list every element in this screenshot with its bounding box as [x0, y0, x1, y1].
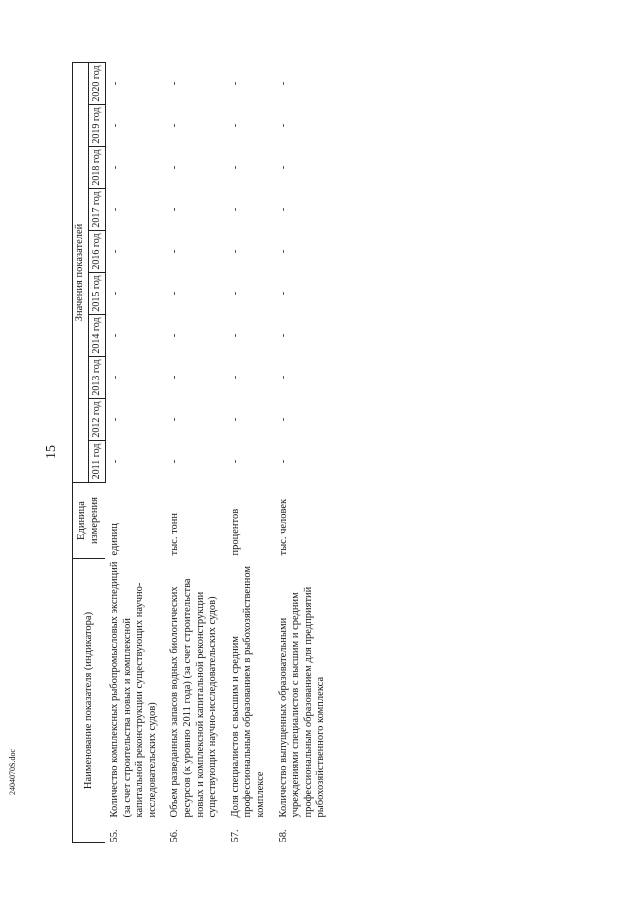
table-row	[105, 62, 165, 842]
value-cell: -	[109, 333, 121, 338]
unit-cell: тыс. тонн	[169, 512, 181, 556]
value-cell: -	[229, 123, 241, 128]
footer-filename: 2404070S.doc	[8, 749, 17, 795]
table-header	[73, 62, 106, 842]
value-cell: -	[277, 249, 289, 254]
value-cell: -	[169, 333, 181, 338]
indicator-name: Объем разведанных запасов водных биологических ресурсов (к уровню 2011 года) (за счет строительства новых и комплексной капитальной реконструкции существующих научно-исследовательских судов)	[169, 578, 219, 818]
unit-cell: единиц	[109, 523, 121, 556]
value-cell: -	[169, 81, 181, 86]
unit-cell: процентов	[229, 508, 241, 556]
value-cell: -	[277, 333, 289, 338]
value-cell: -	[109, 459, 121, 464]
value-cell: -	[277, 81, 289, 86]
year-header: 2013 год	[88, 356, 105, 398]
value-cell: -	[169, 291, 181, 296]
value-cell: -	[229, 459, 241, 464]
value-cell: -	[169, 459, 181, 464]
value-cell: -	[277, 165, 289, 170]
value-cell: -	[169, 417, 181, 422]
value-cell: -	[229, 81, 241, 86]
values-group-header: Значения показателей	[73, 62, 89, 482]
year-header: 2017 год	[88, 188, 105, 230]
value-cell: -	[169, 123, 181, 128]
table-row	[274, 62, 334, 842]
year-header: 2018 год	[88, 146, 105, 188]
value-cell: -	[229, 333, 241, 338]
year-header: 2015 год	[88, 272, 105, 314]
indicator-name: Доля специалистов с высшим и средним профессиональным образованием в рыбохозяйственном комплексе	[229, 565, 267, 818]
indicators-table	[72, 62, 334, 843]
value-cell: -	[169, 375, 181, 380]
value-cell: -	[169, 165, 181, 170]
value-cell: -	[109, 417, 121, 422]
year-header: 2011 год	[88, 440, 105, 482]
value-cell: -	[109, 207, 121, 212]
value-cell: -	[109, 249, 121, 254]
value-cell: -	[277, 417, 289, 422]
row-number: 57.	[229, 829, 241, 843]
value-cell: -	[229, 207, 241, 212]
value-cell: -	[277, 123, 289, 128]
table-row	[165, 62, 225, 842]
year-header: 2014 год	[88, 314, 105, 356]
indicator-name: Количество комплексных рыбопромысловых экспедиций (за счет строительства новых и комплексной капитальной реконструкции существующих научно-исследовательских судов)	[109, 561, 158, 818]
value-cell: -	[277, 207, 289, 212]
value-cell: -	[229, 249, 241, 254]
value-cell: -	[229, 417, 241, 422]
year-header: 2012 год	[88, 398, 105, 440]
value-cell: -	[229, 165, 241, 170]
table-body	[105, 62, 334, 842]
value-cell: -	[109, 123, 121, 128]
value-cell: -	[169, 207, 181, 212]
year-header: 2016 год	[88, 230, 105, 272]
value-cell: -	[277, 291, 289, 296]
value-cell: -	[277, 375, 289, 380]
value-cell: -	[109, 375, 121, 380]
value-cell: -	[277, 459, 289, 464]
page-number: 15	[44, 445, 59, 459]
unit-cell: тыс. человек	[277, 498, 289, 556]
row-number: 55.	[109, 829, 121, 843]
value-cell: -	[169, 249, 181, 254]
name-column-header: Наименование показателя (индикатора)	[73, 558, 106, 842]
row-number: 56.	[169, 829, 181, 843]
value-cell: -	[109, 165, 121, 170]
year-header: 2019 год	[88, 104, 105, 146]
unit-column-header: Единица измерения	[73, 482, 106, 558]
indicator-name: Количество выпущенных образовательными учреждениями специалистов с высшим и средним профессиональным образованием для предприятий рыбохозяйственного комплекса	[277, 586, 327, 818]
value-cell: -	[109, 81, 121, 86]
value-cell: -	[229, 375, 241, 380]
value-cell: -	[229, 291, 241, 296]
year-header: 2020 год	[88, 62, 105, 104]
rotated-table-container	[72, 63, 542, 843]
row-number: 58.	[277, 829, 289, 843]
value-cell: -	[109, 291, 121, 296]
table-row	[226, 62, 274, 842]
